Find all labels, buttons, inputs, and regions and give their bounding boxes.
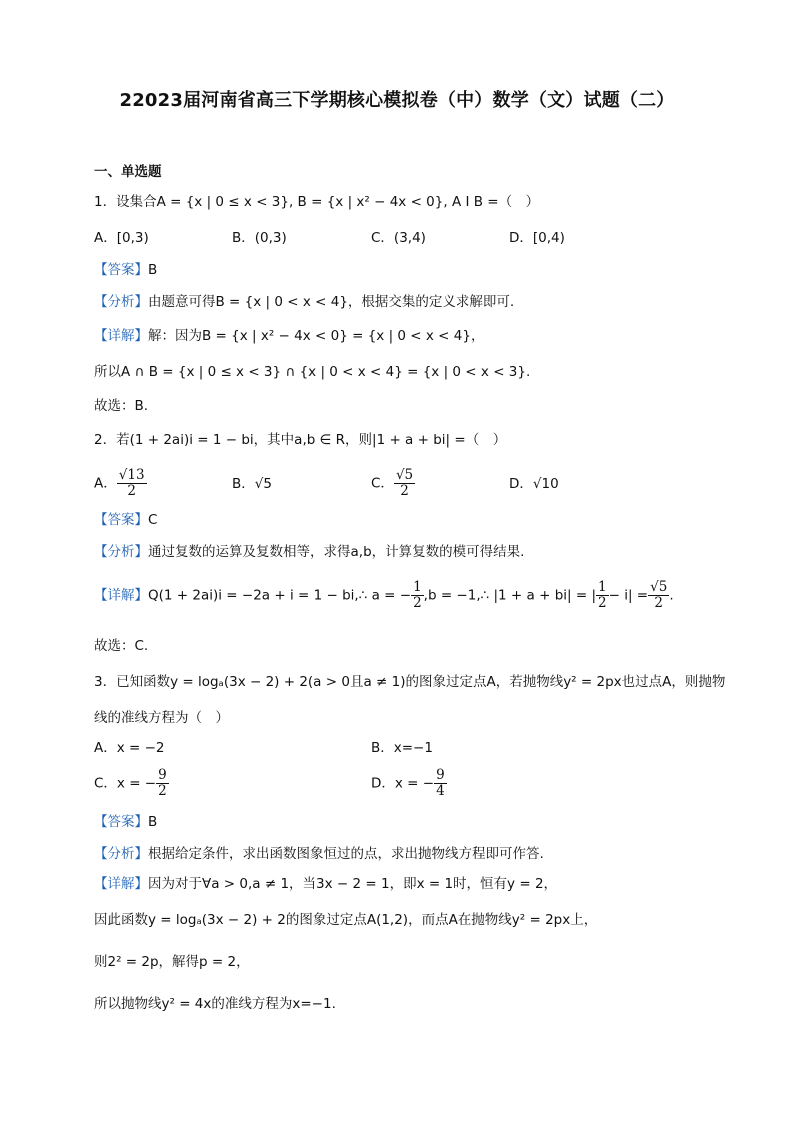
q2-detail-fraction-1-num: 1	[413, 579, 422, 595]
q3-option-d-numerator: 9	[436, 767, 445, 783]
q3-detail: 因为对于∀a > 0,a ≠ 1，当3x − 2 = 1，即x = 1时，恒有y = 2，	[148, 876, 558, 892]
q2-detail-line	[94, 580, 674, 611]
page-title: 22023届河南省高三下学期核心模拟卷（中）数学（文）试题（二）	[119, 90, 675, 111]
q1-detail-line	[94, 326, 484, 346]
q2-option-c-label: C．	[371, 475, 394, 492]
q1-option-d: D．[0,4)	[509, 230, 565, 246]
q2-detail-fraction-1	[411, 580, 424, 611]
q2-option-c-numerator: √5	[395, 467, 414, 483]
q3-option-d	[371, 768, 447, 799]
q1-detail: 解：因为B = {x | x² − 4x < 0} = {x | 0 < x < 4}，	[148, 328, 485, 344]
q2-detail-fraction-3-den: 2	[654, 595, 664, 611]
q3-option-b: B．x=−1	[371, 740, 433, 756]
q3-option-d-denominator: 4	[436, 783, 445, 799]
q2-option-a	[94, 468, 147, 499]
q1-detail-line2: 所以A ∩ B = {x | 0 ≤ x < 3} ∩ {x | 0 < x < 4} = {x | 0 < x < 3}.	[94, 364, 531, 380]
q2-detail-b: ,b = −1,∴ |1 + a + bi| = |	[423, 587, 597, 604]
q3-detail-line3: 则2² = 2p，解得p = 2，	[94, 954, 250, 970]
q1-answer-line	[94, 260, 157, 280]
q1-option-b: B．(0,3)	[232, 230, 287, 246]
q1-option-a: A．[0,3)	[94, 230, 149, 246]
q2-analysis-line	[94, 542, 524, 562]
q1-stem: 1．设集合A = {x | 0 ≤ x < 3}, B = {x | x² − 4x < 0}, A I B =（ ）	[94, 194, 540, 210]
q2-option-a-numerator: √13	[118, 467, 145, 483]
analysis-tag: 【分析】	[94, 544, 148, 560]
q2-option-a-denominator: 2	[127, 483, 136, 499]
q3-detail-line4: 所以抛物线y² = 4x的准线方程为x=−1.	[94, 996, 336, 1012]
q2-option-d: D．√10	[509, 476, 559, 492]
q3-stem-line1: 3．已知函数y = logₐ(3x − 2) + 2(a > 0且a ≠ 1)的图象过定点A，若抛物线y² = 2px也过点A，则抛物	[94, 674, 726, 690]
q3-option-c-denominator: 2	[158, 783, 167, 799]
q3-answer-line	[94, 812, 157, 832]
q1-analysis-line	[94, 292, 514, 312]
q3-option-d-fraction	[434, 768, 447, 799]
q2-conclusion: 故选：C.	[94, 638, 149, 654]
q3-answer: B	[148, 814, 158, 830]
q2-detail-fraction-2	[596, 580, 609, 611]
analysis-tag: 【分析】	[94, 294, 148, 310]
q2-detail-fraction-2-num: 1	[598, 579, 607, 595]
q2-detail-end: .	[669, 587, 674, 604]
analysis-tag: 【分析】	[94, 846, 148, 862]
q3-option-a: A．x = −2	[94, 740, 165, 756]
q1-analysis: 由题意可得B = {x | 0 < x < 4}，根据交集的定义求解即可.	[148, 294, 515, 310]
detail-tag: 【详解】	[94, 587, 148, 604]
q3-detail-line	[94, 874, 557, 894]
q2-detail-fraction-2-den: 2	[598, 595, 607, 611]
q2-stem: 2．若(1 + 2ai)i = 1 − bi，其中a,b ∈ R，则|1 + a + bi| =（ ）	[94, 432, 507, 448]
q2-option-c-denominator: 2	[400, 483, 409, 499]
q3-analysis: 根据给定条件，求出函数图象恒过的点，求出抛物线方程即可作答.	[148, 846, 544, 862]
q2-option-a-fraction	[117, 468, 147, 499]
q3-option-d-label: D．x = −	[371, 775, 435, 792]
q2-option-b: B．√5	[232, 476, 272, 492]
q2-option-c-fraction	[394, 468, 415, 499]
answer-tag: 【答案】	[94, 814, 148, 830]
q3-option-c	[94, 768, 169, 799]
q1-conclusion: 故选：B.	[94, 398, 149, 414]
q2-detail-fraction-1-den: 2	[413, 595, 422, 611]
detail-tag: 【详解】	[94, 876, 148, 892]
q2-answer: C	[148, 512, 158, 528]
q3-detail-line2: 因此函数y = logₐ(3x − 2) + 2的图象过定点A(1,2)，而点A在抛物线y² = 2px上，	[94, 912, 598, 928]
q2-detail-c: − i| =	[608, 587, 649, 604]
q3-option-c-numerator: 9	[158, 767, 167, 783]
answer-tag: 【答案】	[94, 512, 148, 528]
q3-option-c-fraction	[156, 768, 169, 799]
q2-detail-a: Q(1 + 2ai)i = −2a + i = 1 − bi,∴ a = −	[148, 587, 412, 604]
q2-detail-fraction-3	[648, 580, 669, 611]
section-heading: 一、单选题	[94, 164, 162, 180]
q2-answer-line	[94, 510, 157, 530]
q2-detail-fraction-3-num: √5	[650, 579, 668, 595]
q1-answer: B	[148, 262, 158, 278]
answer-tag: 【答案】	[94, 262, 148, 278]
q3-analysis-line	[94, 844, 544, 864]
q2-option-c	[371, 468, 415, 499]
q3-option-c-label: C．x = −	[94, 775, 157, 792]
q2-option-a-label: A．	[94, 475, 117, 492]
detail-tag: 【详解】	[94, 328, 148, 344]
q2-analysis: 通过复数的运算及复数相等，求得a,b，计算复数的模可得结果.	[148, 544, 525, 560]
q3-stem-line2: 线的准线方程为（ ）	[94, 710, 229, 726]
q1-option-c: C．(3,4)	[371, 230, 426, 246]
